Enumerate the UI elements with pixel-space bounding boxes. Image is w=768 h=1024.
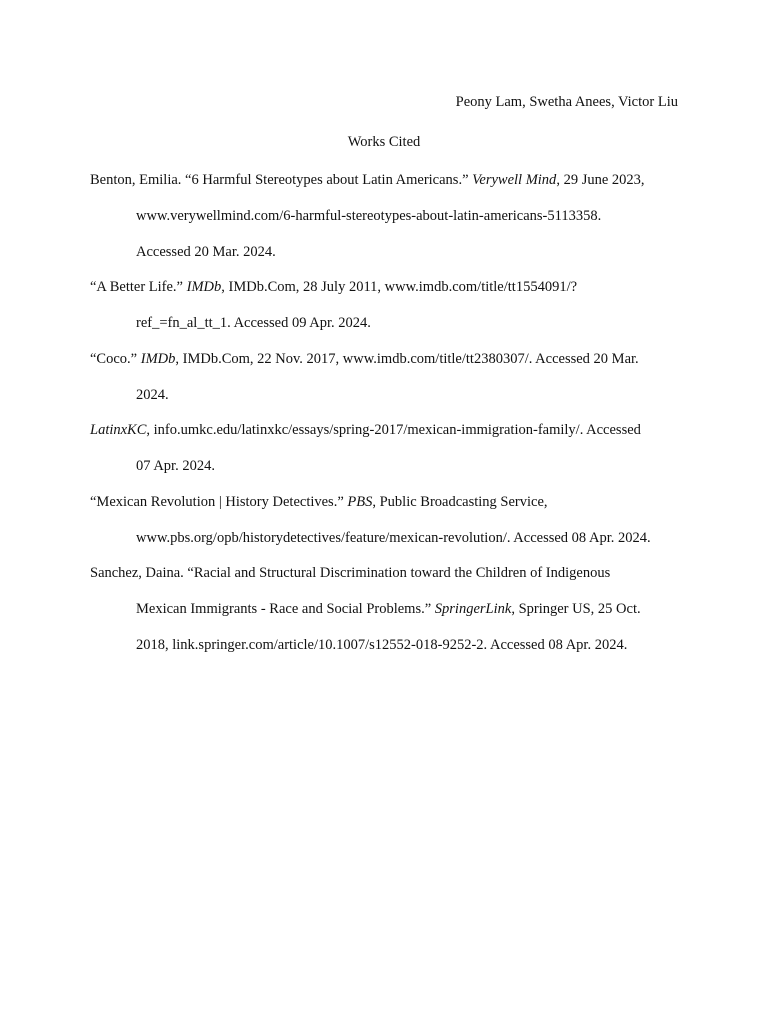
- citation-url: 2018, link.springer.com/article/10.1007/s12552-018-9252-2. Accessed 08 Apr. 2024.: [136, 636, 628, 653]
- author-names: Peony Lam, Swetha Anees, Victor Liu: [455, 94, 678, 110]
- citation-line: [90, 420, 690, 456]
- page-title: Works Cited: [347, 134, 421, 150]
- citation-text: “A Better Life.”: [90, 279, 187, 296]
- citation-source-title: SpringerLink: [434, 601, 512, 617]
- citation-source-title: IMDb: [186, 279, 222, 296]
- citation-line: [90, 170, 690, 206]
- citation-text: Sanchez, Daina. “Racial and Structural Discrimination toward the Children of Indigenous: [90, 565, 611, 582]
- citation-text: Benton, Emilia. “6 Harmful Stereotypes about Latin Americans.”: [90, 172, 473, 188]
- citation-entry-benton: [90, 170, 690, 277]
- citation-source-title: Verywell Mind: [472, 172, 557, 188]
- citation-line: [90, 277, 690, 313]
- citation-accessed: 07 Apr. 2024.: [136, 458, 215, 474]
- citation-text: , info.umkc.edu/latinxkc/essays/spring-2017/mexican-immigration-family/. Accessed: [146, 422, 641, 439]
- citation-text: , IMDb.Com, 22 Nov. 2017, www.imdb.com/title/tt2380307/. Accessed 20 Mar.: [175, 350, 639, 367]
- citation-entry-latinxkc: [90, 420, 690, 492]
- citation-text: , Public Broadcasting Service,: [372, 493, 548, 510]
- citation-line: [90, 349, 690, 385]
- citation-entry-coco: [90, 349, 690, 421]
- citation-accessed: Accessed 20 Mar. 2024.: [136, 243, 276, 260]
- citation-text: “Mexican Revolution | History Detectives.”: [90, 493, 348, 510]
- citation-line: [90, 599, 690, 635]
- citation-source-title: PBS: [347, 493, 373, 510]
- citation-text: Mexican Immigrants - Race and Social Problems.”: [136, 601, 435, 617]
- citation-accessed: ref_=fn_al_tt_1. Accessed 09 Apr. 2024.: [136, 315, 371, 331]
- citation-entry-mexican-revolution: [90, 492, 690, 564]
- citation-line: [90, 492, 690, 528]
- citation-source-title: LatinxKC: [90, 422, 147, 439]
- citation-text: , Springer US, 25 Oct.: [511, 601, 641, 617]
- citation-text: , 29 June 2023,: [556, 172, 645, 188]
- citation-text: , IMDb.Com, 28 July 2011, www.imdb.com/title/tt1554091/?: [221, 279, 578, 296]
- citation-accessed: 2024.: [136, 386, 169, 403]
- citation-url: www.pbs.org/opb/historydetectives/feature/mexican-revolution/. Accessed 08 Apr. 2024.: [136, 529, 651, 546]
- citation-text: “Coco.”: [90, 350, 141, 367]
- works-cited-list: [90, 170, 690, 671]
- citation-url: www.verywellmind.com/6-harmful-stereotypes-about-latin-americans-5113358.: [136, 207, 602, 224]
- citation-entry-sanchez: [90, 563, 690, 670]
- citation-source-title: IMDb: [140, 350, 176, 367]
- citation-line: [90, 563, 690, 599]
- citation-entry-better-life: [90, 277, 690, 349]
